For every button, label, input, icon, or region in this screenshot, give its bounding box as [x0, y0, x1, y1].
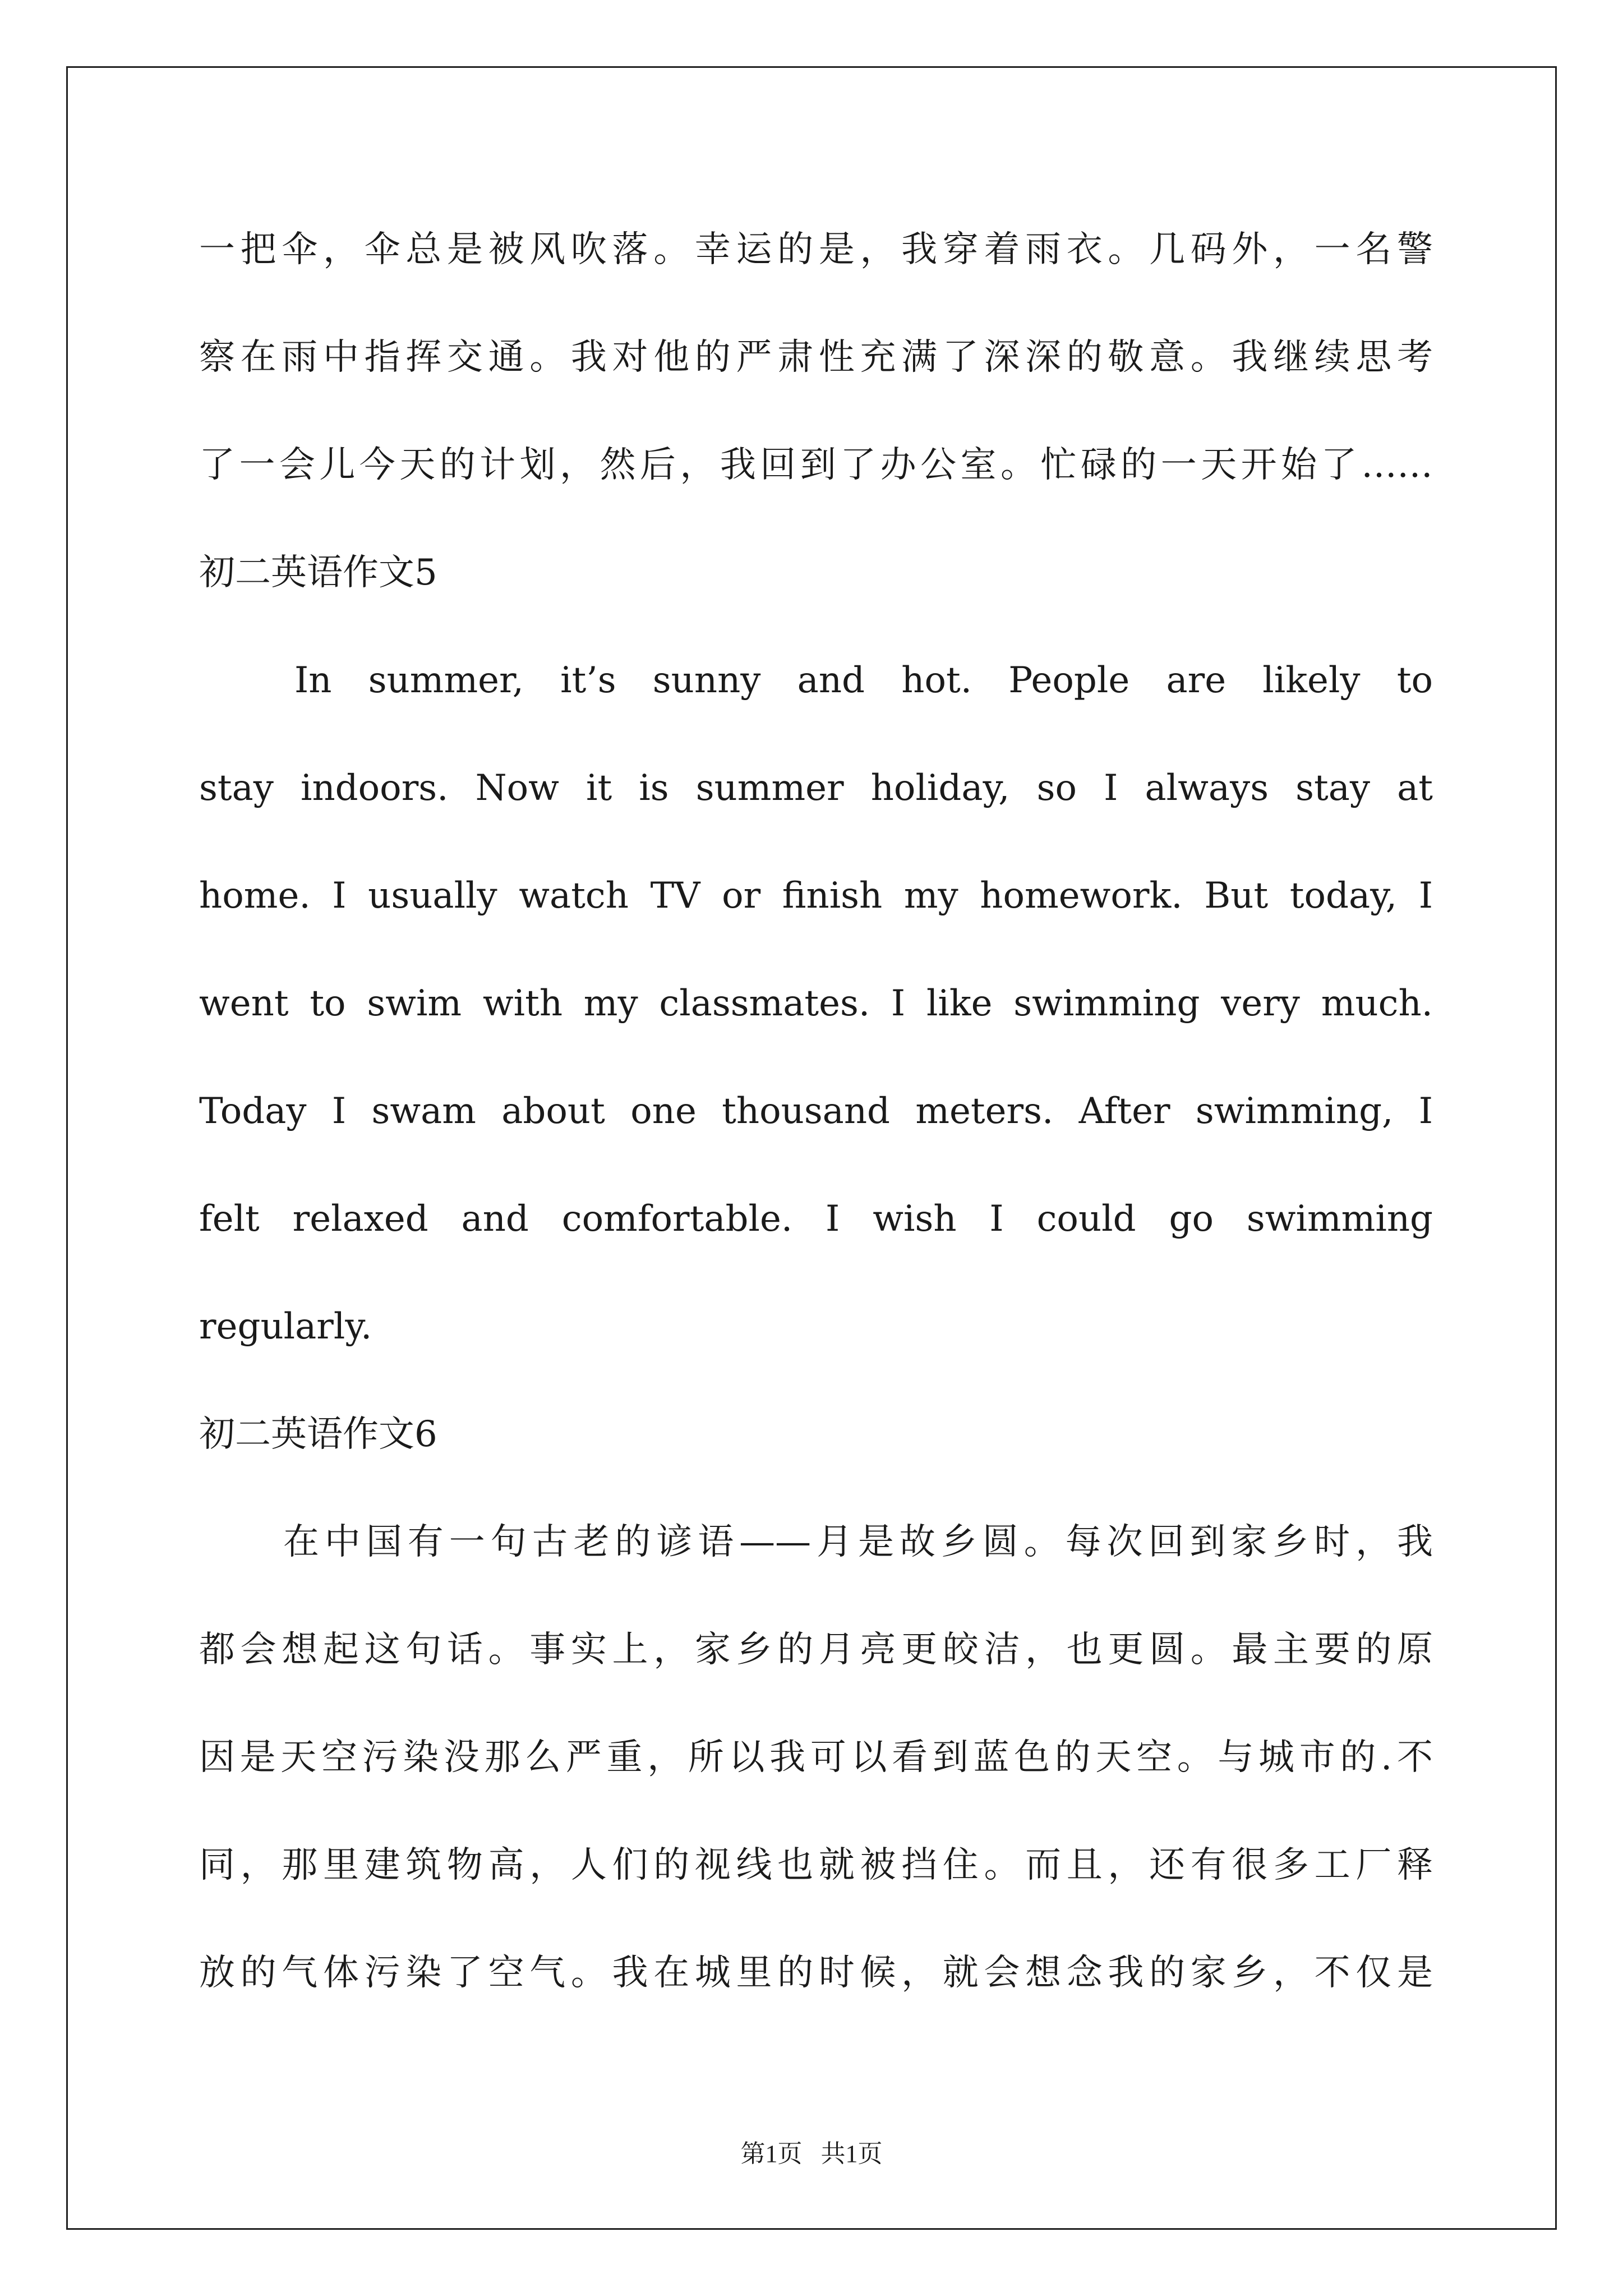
paragraph-line: went to swim with my classmates. I like swimming very much. [199, 983, 1433, 1024]
section-title: 初二英语作文5 [199, 552, 437, 593]
paragraph-line: 察在雨中指挥交通。我对他的严肃性充满了深深的敬意。我继续思考 [199, 337, 1433, 378]
paragraph-line: 都会想起这句话。事实上，家乡的月亮更皎洁，也更圆。最主要的原 [199, 1629, 1433, 1671]
paragraph-line: 因是天空污染没那么严重，所以我可以看到蓝色的天空。与城市的.不 [199, 1737, 1433, 1778]
paragraph-line: 了一会儿今天的计划，然后，我回到了办公室。忙碌的一天开始了…… [199, 444, 1433, 486]
paragraph-line: regularly. [199, 1306, 372, 1347]
paragraph-line: In summer, it’s sunny and hot. People are likely to [294, 660, 1433, 701]
paragraph-line: home. I usually watch TV or finish my homework. But today, I [199, 875, 1433, 917]
paragraph-line: felt relaxed and comfortable. I wish I could go swimming [199, 1198, 1433, 1240]
paragraph-line: Today I swam about one thousand meters. After swimming, I [199, 1091, 1433, 1132]
page-border [66, 66, 1557, 2230]
paragraph-line: 一把伞，伞总是被风吹落。幸运的是，我穿着雨衣。几码外，一名警 [199, 229, 1433, 270]
section-title: 初二英语作文6 [199, 1414, 437, 1455]
paragraph-line: 同，那里建筑物高，人们的视线也就被挡住。而且，还有很多工厂释 [199, 1844, 1433, 1886]
page-footer: 第1页 共1页 [740, 2140, 883, 2168]
paragraph-line: 在中国有一句古老的谚语——月是故乡圆。每次回到家乡时，我 [283, 1521, 1433, 1563]
paragraph-line: 放的气体污染了空气。我在城里的时候，就会想念我的家乡，不仅是 [199, 1952, 1433, 1994]
paragraph-line: stay indoors. Now it is summer holiday, so I always stay at [199, 767, 1433, 809]
